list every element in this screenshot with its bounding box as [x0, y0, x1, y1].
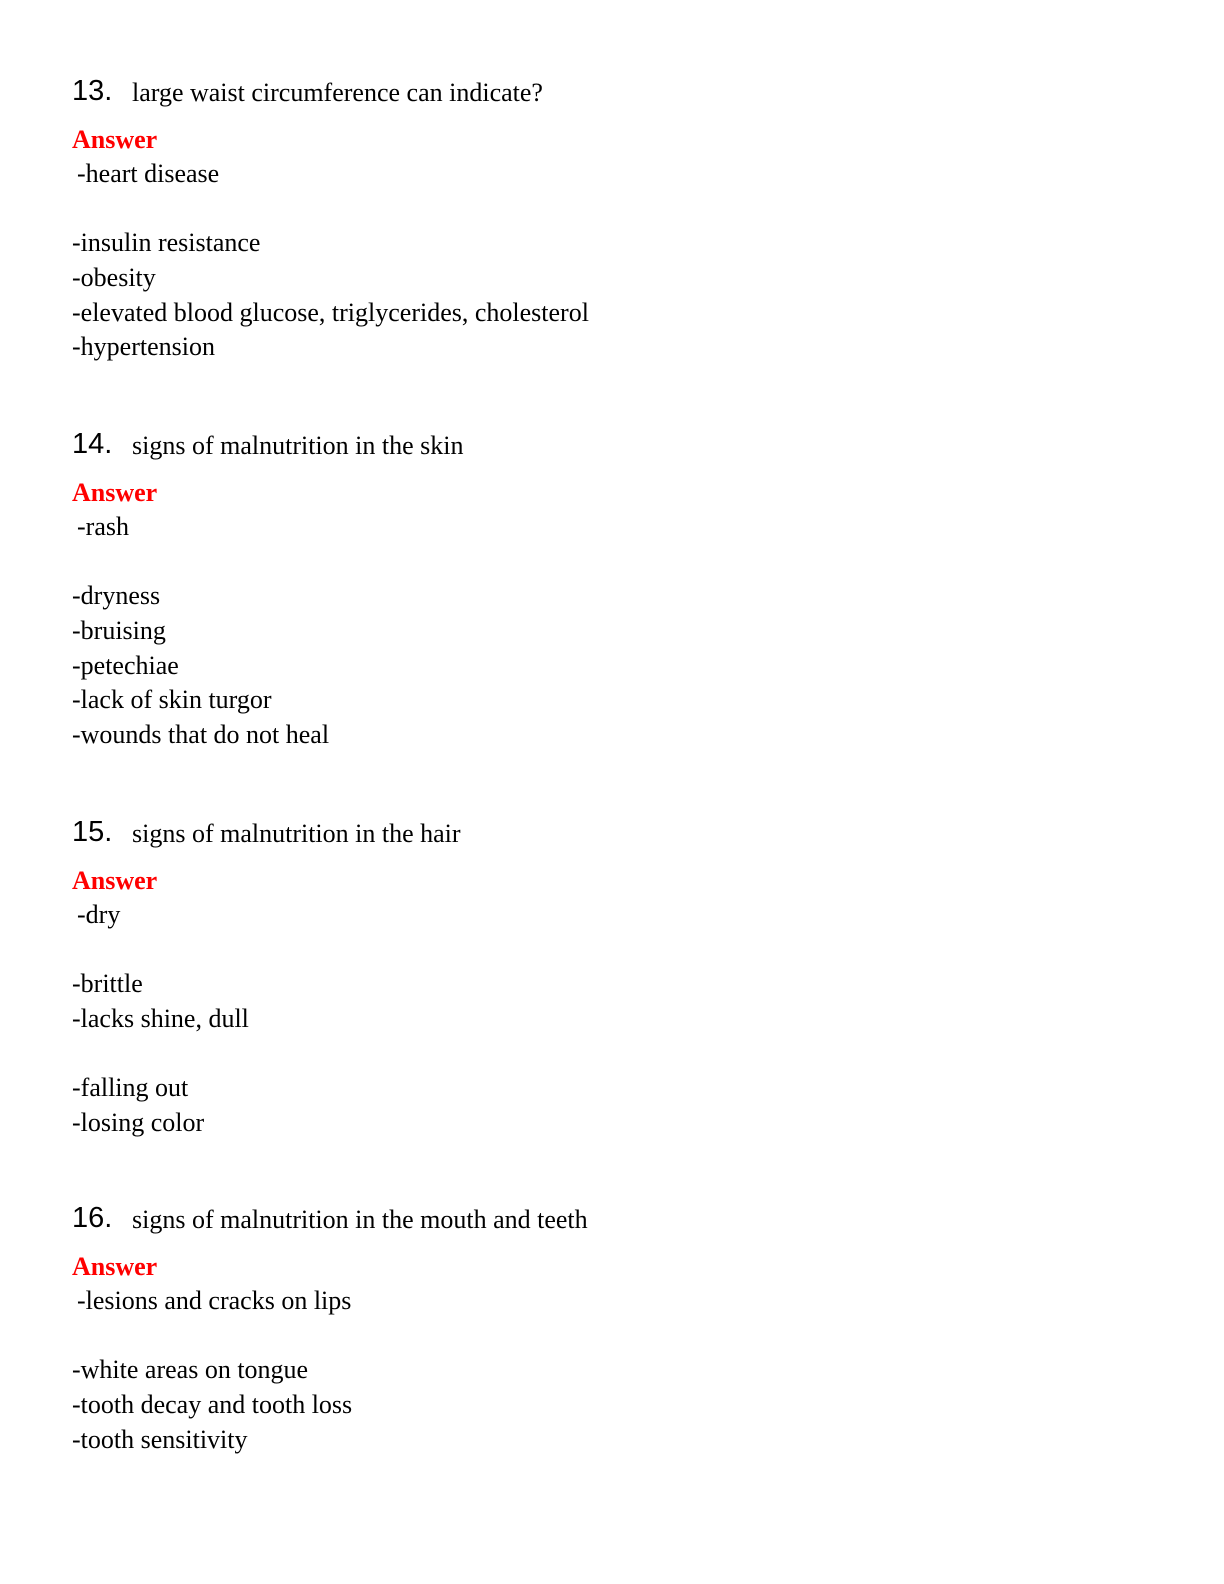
answer-line: -wounds that do not heal	[72, 720, 330, 750]
question-14	[72, 426, 1152, 750]
answer-line: -rash	[77, 512, 129, 541]
question-text: signs of malnutrition in the skin	[132, 431, 464, 460]
answer-line	[72, 545, 1152, 580]
answer-line: -hypertension	[72, 332, 215, 362]
answer-label: Answer	[72, 866, 158, 895]
answer-list	[72, 157, 1152, 365]
answer-line: -bruising	[72, 616, 166, 646]
answer-line: -lacks shine, dull	[72, 1004, 249, 1034]
answer-line: -heart disease	[77, 159, 220, 188]
question-heading	[72, 814, 1152, 850]
question-number: 15.	[72, 816, 113, 848]
answer-line: -insulin resistance	[72, 228, 261, 258]
answer-line: -elevated blood glucose, triglycerides, cholesterol	[72, 297, 589, 327]
question-13	[72, 73, 1152, 362]
answer-line: -lack of skin turgor	[72, 685, 272, 715]
question-16	[72, 1200, 1152, 1454]
question-heading	[72, 1200, 1152, 1236]
answer-line: -losing color	[72, 1108, 205, 1138]
answer-label: Answer	[72, 1252, 158, 1281]
answer-line: -white areas on tongue	[72, 1355, 309, 1385]
answer-list	[72, 1284, 1152, 1457]
question-text: signs of malnutrition in the hair	[132, 819, 461, 848]
answer-list	[72, 510, 1152, 753]
answer-line	[72, 1319, 1152, 1354]
question-text: large waist circumference can indicate?	[132, 78, 543, 107]
question-heading	[72, 73, 1152, 109]
answer-line: -tooth decay and tooth loss	[72, 1390, 353, 1420]
answer-line: -petechiae	[72, 650, 179, 680]
answer-line: -dry	[77, 900, 121, 929]
answer-line: -falling out	[72, 1073, 189, 1103]
answer-line: -lesions and cracks on lips	[77, 1286, 352, 1315]
question-number: 16.	[72, 1202, 113, 1234]
answer-line	[72, 933, 1152, 968]
answer-line: -obesity	[72, 263, 156, 293]
answer-line: -dryness	[72, 581, 161, 611]
answer-line: -tooth sensitivity	[72, 1424, 248, 1454]
answer-line	[72, 1037, 1152, 1072]
answer-label: Answer	[72, 478, 158, 507]
question-text: signs of malnutrition in the mouth and teeth	[132, 1205, 588, 1234]
answer-line: -brittle	[72, 969, 143, 999]
question-number: 14.	[72, 428, 113, 460]
answer-line	[72, 192, 1152, 227]
answer-label: Answer	[72, 125, 158, 154]
question-number: 13.	[72, 75, 113, 107]
question-heading	[72, 426, 1152, 462]
answer-list	[72, 898, 1152, 1141]
question-15	[72, 814, 1152, 1138]
